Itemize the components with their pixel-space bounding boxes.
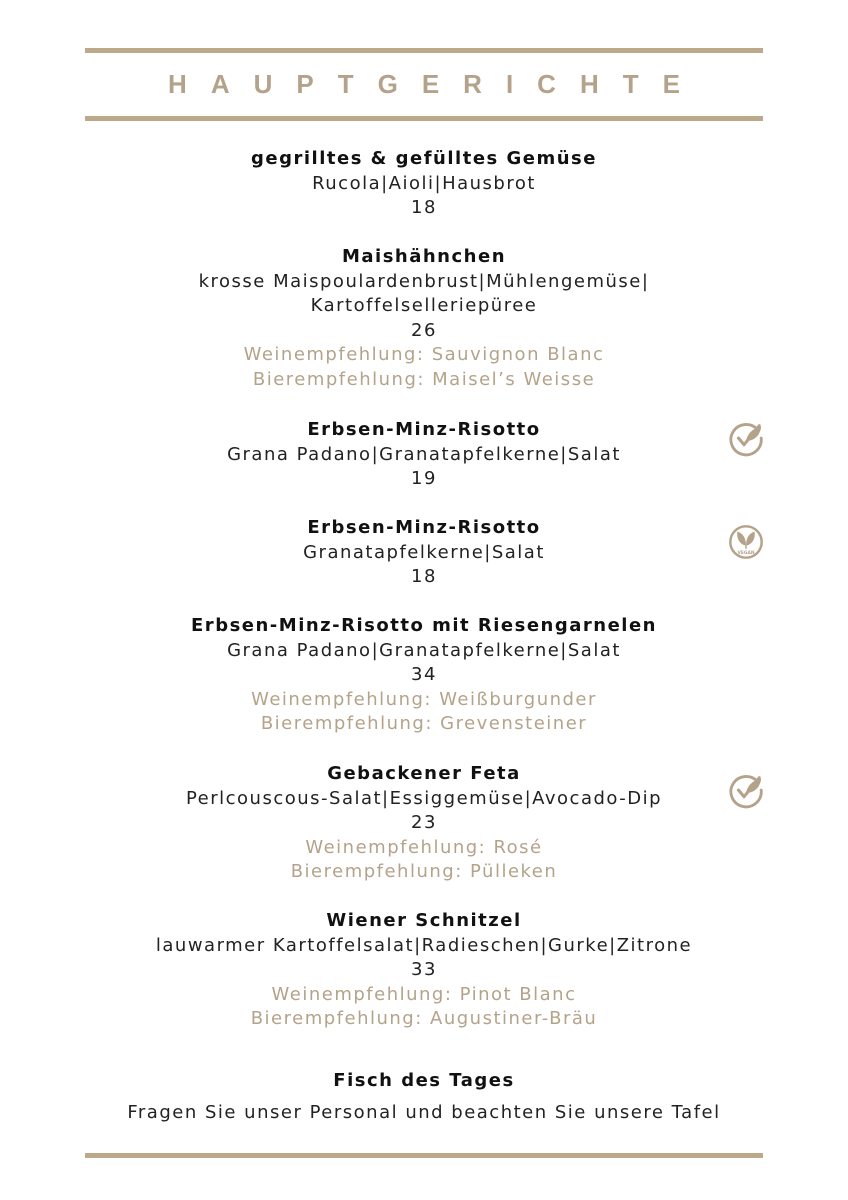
dish-price: 23	[411, 812, 437, 834]
dish-description: Grana Padano|Granatapfelkerne|Salat	[227, 639, 621, 661]
wine-recommendation: Weinempfehlung: Pinot Blanc	[271, 983, 577, 1005]
dish-price: 26	[411, 319, 437, 341]
dish-description: Rucola|Aioli|Hausbrot	[312, 172, 536, 194]
vegetarian-leaf-check-icon	[727, 420, 765, 458]
menu-item	[85, 245, 763, 393]
menu-item	[85, 614, 763, 737]
dish-description: Kartoffelselleriepüree	[310, 295, 538, 317]
menu-item	[85, 762, 763, 885]
top-rule-upper	[85, 48, 763, 53]
dish-name: Gebackener Feta	[327, 763, 521, 784]
dish-name: gegrilltes & gefülltes Gemüse	[251, 148, 597, 169]
dish-description: Perlcouscous-Salat|Essiggemüse|Avocado-Dip	[185, 787, 663, 809]
fish-title: Fisch des Tages	[333, 1070, 515, 1091]
dish-name: Erbsen-Minz-Risotto	[307, 419, 541, 440]
dish-name: Erbsen-Minz-Risotto mit Riesengarnelen	[191, 615, 657, 636]
beer-recommendation: Bierempfehlung: Grevensteiner	[260, 713, 588, 735]
dish-description: Grana Padano|Granatapfelkerne|Salat	[227, 443, 621, 465]
wine-recommendation: Weinempfehlung: Rosé	[305, 836, 543, 858]
dish-name: Erbsen-Minz-Risotto	[307, 517, 541, 538]
beer-recommendation: Bierempfehlung: Pülleken	[290, 861, 558, 883]
beer-recommendation: Bierempfehlung: Maisel’s Weisse	[252, 368, 596, 390]
top-rule-lower	[85, 116, 763, 121]
dish-description: krosse Maispoulardenbrust|Mühlengemüse|	[198, 270, 650, 292]
vegetarian-leaf-check-icon	[727, 772, 765, 810]
menu-item	[85, 147, 763, 221]
dish-price: 34	[411, 664, 437, 686]
bottom-rule	[85, 1153, 763, 1158]
dish-price: 33	[411, 959, 437, 981]
menu-item	[85, 909, 763, 1032]
menu-item	[85, 516, 763, 590]
dish-description: lauwarmer Kartoffelsalat|Radieschen|Gurke|Zitrone	[155, 934, 693, 956]
wine-recommendation: Weinempfehlung: Sauvignon Blanc	[243, 344, 605, 366]
dish-description: Granatapfelkerne|Salat	[303, 541, 545, 563]
wine-recommendation: Weinempfehlung: Weißburgunder	[251, 688, 597, 710]
vegan-leaf-badge-icon	[727, 523, 765, 561]
vegan-label: VEGAN	[737, 550, 755, 556]
dish-name: Maishähnchen	[341, 246, 507, 267]
menu-item	[85, 418, 763, 492]
beer-recommendation: Bierempfehlung: Augustiner-Bräu	[250, 1008, 598, 1030]
page-title: HAUPTGERICHTE	[168, 69, 704, 99]
fish-note: Fragen Sie unser Personal und beachten Sie unsere Tafel	[127, 1102, 721, 1123]
dish-price: 18	[411, 566, 437, 588]
dish-price: 19	[411, 468, 437, 490]
fish-of-the-day	[85, 1069, 763, 1094]
dish-name: Wiener Schnitzel	[326, 910, 522, 931]
dish-price: 18	[411, 197, 437, 219]
